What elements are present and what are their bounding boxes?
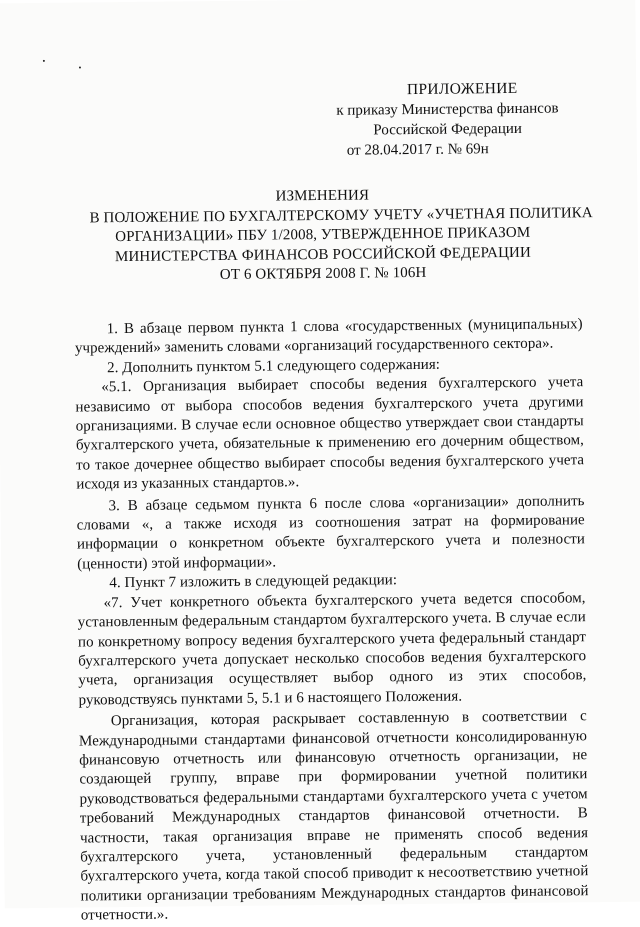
scan-speck: [43, 60, 45, 62]
title-line: ОТ 6 ОКТЯБРЯ 2008 Г. № 106Н: [219, 264, 427, 284]
paragraph-item-4: 4. Пункт 7 изложить в следующей редакции:: [109, 572, 398, 592]
paragraph-quote-7: «7. Учет конкретного объекта бухгалтерского учета ведется способом, установленным федеральным стандартом бухгалтерского учета. В случае если по конкретному вопросу ведения бухгалтерского учета федеральный стандарт бухгалтерского учета допускает несколько способов ведения бухгалтерского учета, организация осуществляет выбор одного из этих способов, руководствуясь пунктами 5, 5.1 и 6 настоящего Положения.: [77, 589, 587, 709]
appendix-order-ref: к приказу Министерства финансов: [336, 100, 559, 119]
appendix-country: Российской Федерации: [373, 120, 522, 139]
paragraph-quote-5-1: «5.1. Организация выбирает способы ведения бухгалтерского учета независимо от выбора способов ведения бухгалтерского учета другими организациями. В случае если основное общество утверждает свои стандарты бухгалтерского учета, обязательные к применению его дочерним обществом, то такое дочернее общество выбирает способы ведения бухгалтерского учета исходя из указанных стандартов.».: [75, 374, 585, 493]
paragraph-item-2: 2. Дополнить пунктом 5.1 следующего содержания:: [107, 356, 441, 377]
title-line: В ПОЛОЖЕНИЕ ПО БУХГАЛТЕРСКОМУ УЧЕТУ «УЧЕТНАЯ ПОЛИТИКА: [89, 204, 593, 226]
appendix-header: [332, 78, 563, 160]
document-body: [75, 315, 589, 926]
paragraph-item-1: 1. В абзаце первом пункта 1 слова «государственных (муниципальных) учреждений» заменить словами «организаций государственного сектора».: [74, 316, 583, 357]
title-line: ИЗМЕНЕНИЯ: [275, 187, 370, 205]
paragraph-quote-7-continued: Организация, которая раскрывает составленную в соответствии с Международными стандартами финансовой отчетности консолидированную финансовую отчетность или финансовую отчетность организации, не создающей группу, вправе при формировании учетной политики руководствоваться федеральными стандартами бухгалтерского учета с учетом требований Международных стандартов финансовой отчетности. В частности, такая организация вправе не применять способ ведения бухгалтерского учета, установленный федеральным стандартом бухгалтерского учета, когда такой способ приводит к несоответствию учетной политики организации требованиям Международных стандартов финансовой отчетности.».: [78, 708, 589, 924]
document-title: [89, 185, 593, 287]
title-line: ОРГАНИЗАЦИИ» ПБУ 1/2008, УТВЕРЖДЕННОЕ ПРИКАЗОМ: [115, 224, 531, 246]
appendix-date: от 28.04.2017 г. № 69н: [346, 141, 489, 159]
scan-speck: [79, 66, 81, 68]
title-line: МИНИСТЕРСТВА ФИНАНСОВ РОССИЙСКОЙ ФЕДЕРАЦИИ: [114, 244, 531, 265]
paragraph-item-3: 3. В абзаце седьмом пункта 6 после слова «организации» дополнить словами «, а также исходя из соотношения затрат на формирование информации о конкретном объекте бухгалтерского учета и полезности (ценности) этой информации».: [76, 492, 586, 573]
appendix-title: ПРИЛОЖЕНИЕ: [406, 79, 518, 99]
